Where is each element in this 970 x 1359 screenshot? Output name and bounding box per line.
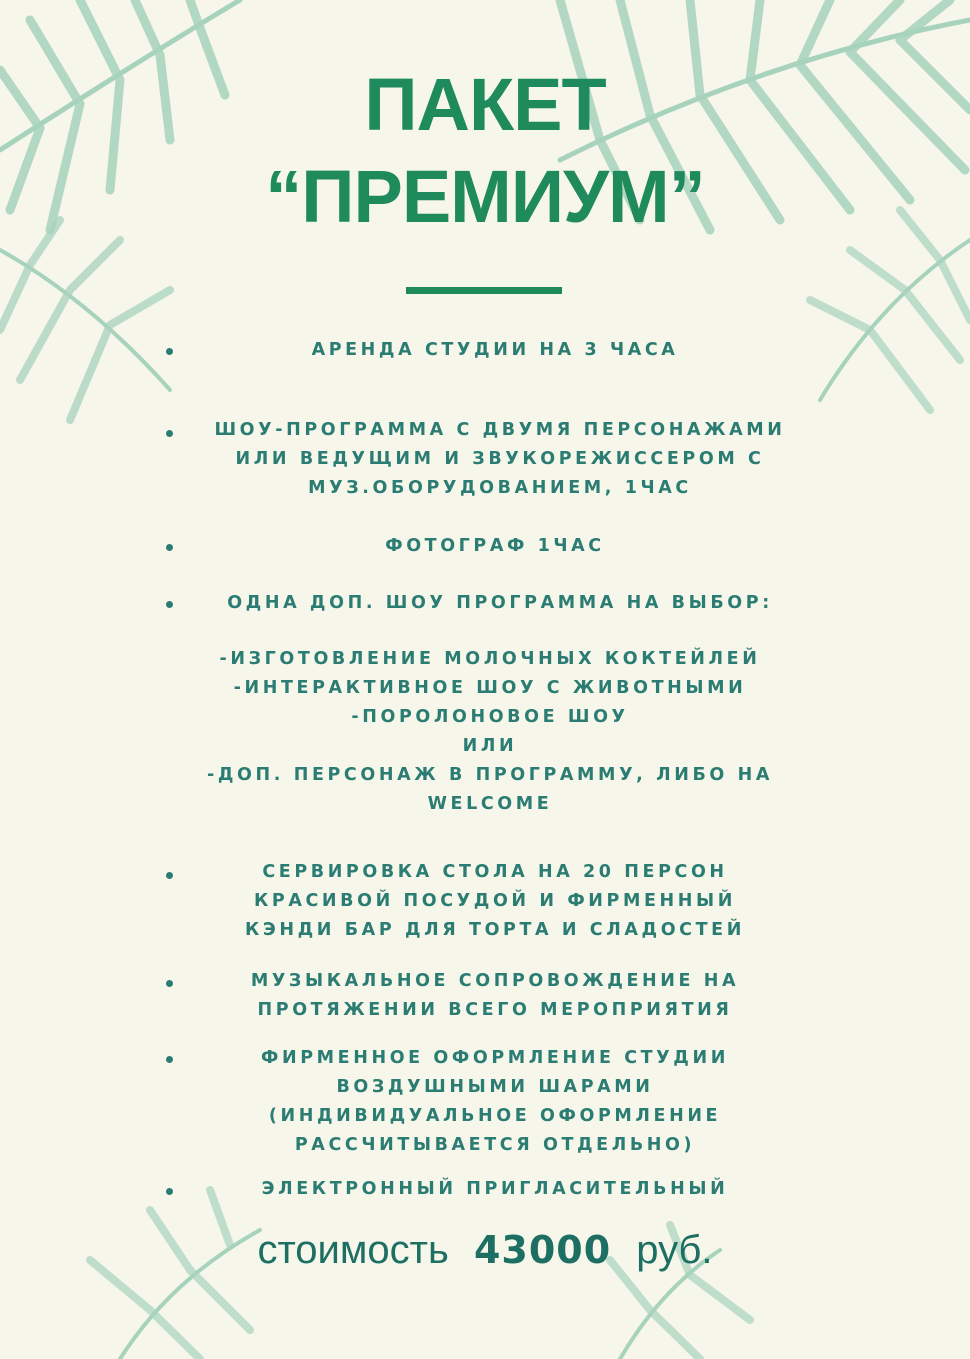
bullet-icon — [166, 430, 173, 437]
bullet-icon — [166, 348, 173, 355]
bullet-icon — [166, 872, 173, 879]
bullet-icon — [166, 601, 173, 608]
price-amount: 43000 — [473, 1228, 612, 1272]
price-label: стоимость — [257, 1228, 449, 1272]
bullet-icon — [166, 1056, 173, 1063]
price-line — [0, 1230, 970, 1270]
service-item-show-program: ШОУ-ПРОГРАММА С ДВУМЯ ПЕРСОНАЖАМИ ИЛИ ВЕДУЩИМ И ЗВУКОРЕЖИССЕРОМ С МУЗ.ОБОРУДОВАНИЕМ, 1ЧАС — [214, 420, 786, 498]
service-item-photographer: ФОТОГРАФ 1ЧАС — [385, 536, 605, 556]
service-item-extra-show: ОДНА ДОП. ШОУ ПРОГРАММА НА ВЫБОР: — [227, 593, 773, 613]
service-item-table-setting: СЕРВИРОВКА СТОЛА НА 20 ПЕРСОН КРАСИВОЙ ПОСУДОЙ И ФИРМЕННЫЙ КЭНДИ БАР ДЛЯ ТОРТА И СЛАДОСТЕЙ — [245, 862, 745, 940]
service-item-music: МУЗЫКАЛЬНОЕ СОПРОВОЖДЕНИЕ НА ПРОТЯЖЕНИИ ВСЕГО МЕРОПРИЯТИЯ — [250, 971, 740, 1020]
bullet-icon — [166, 980, 173, 987]
title-divider — [406, 287, 562, 294]
service-item-studio-rent: АРЕНДА СТУДИИ НА 3 ЧАСА — [311, 340, 679, 360]
service-item-invitation: ЭЛЕКТРОННЫЙ ПРИГЛАСИТЕЛЬНЫЙ — [261, 1179, 729, 1199]
bullet-icon — [166, 544, 173, 551]
service-item-balloons: ФИРМЕННОЕ ОФОРМЛЕНИЕ СТУДИИ ВОЗДУШНЫМИ ШАРАМИ (ИНДИВИДУАЛЬНОЕ ОФОРМЛЕНИЕ РАССЧИТЫВАЕТСЯ ОТДЕЛЬНО) — [261, 1048, 729, 1155]
price-currency: руб. — [636, 1228, 713, 1272]
package-title-line-1: ПАКЕТ — [364, 63, 606, 146]
extra-show-options: -ИЗГОТОВЛЕНИЕ МОЛОЧНЫХ КОКТЕЙЛЕЙ -ИНТЕРАКТИВНОЕ ШОУ С ЖИВОТНЫМИ -ПОРОЛОНОВОЕ ШОУ ИЛИ -ДОП. ПЕРСОНАЖ В ПРОГРАММУ, ЛИБО НА WELCOME — [206, 649, 773, 814]
bullet-icon — [166, 1188, 173, 1195]
package-title-line-2: “ПРЕМИУМ” — [265, 155, 705, 238]
